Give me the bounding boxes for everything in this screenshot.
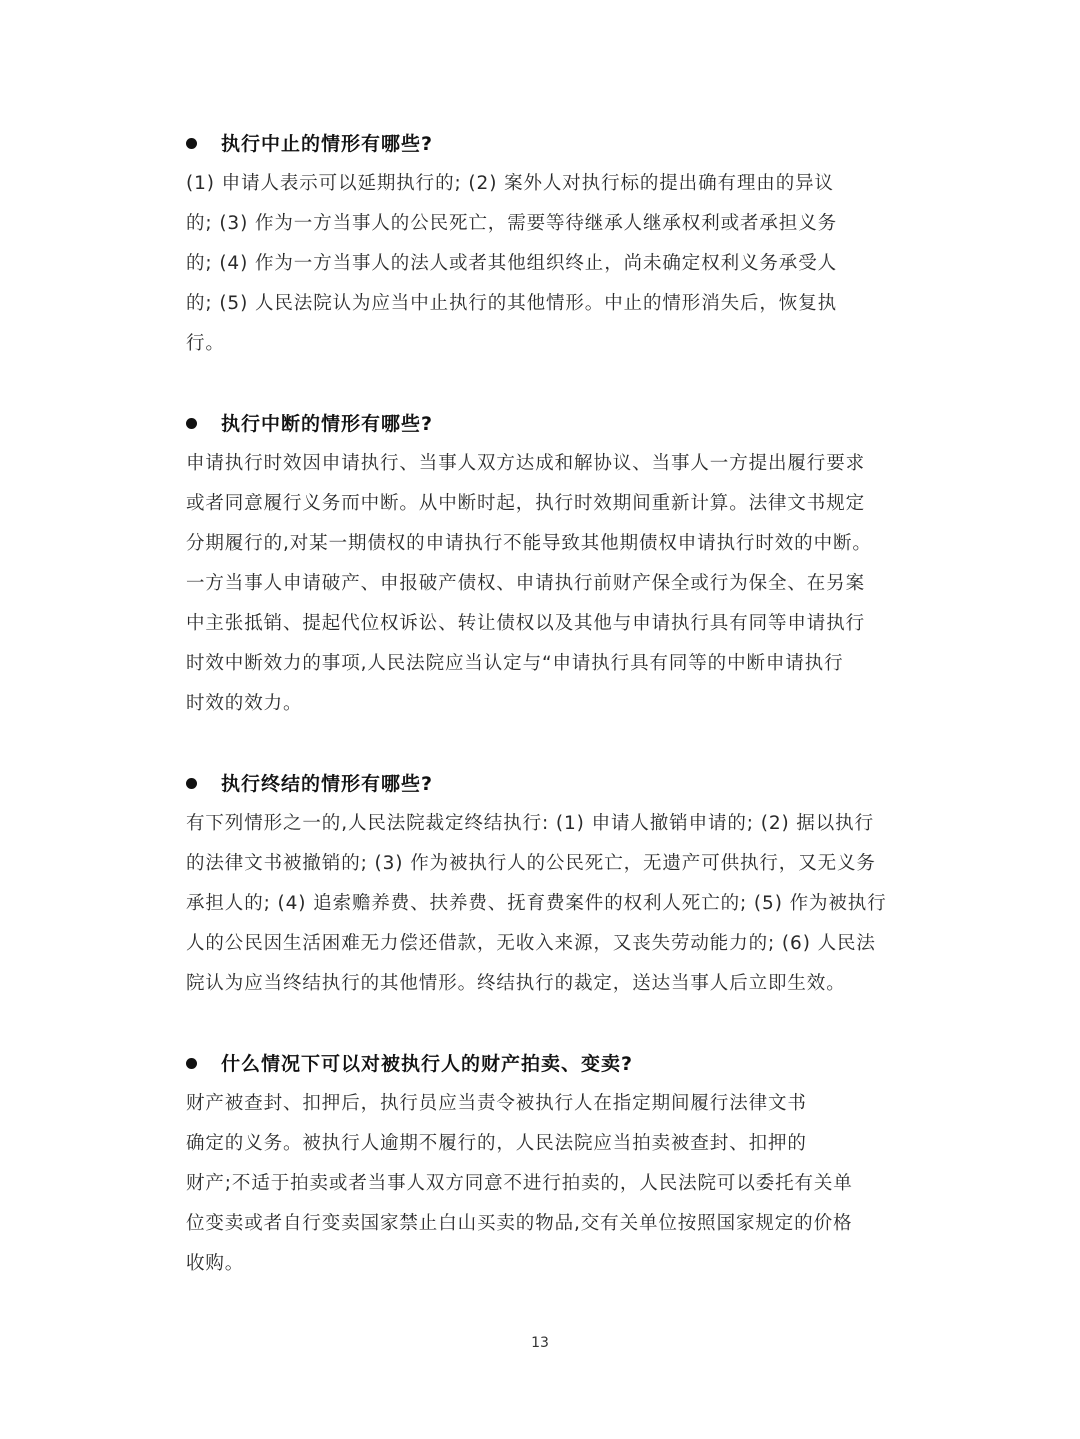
section-heading: 什么情况下可以对被执行人的财产拍卖、变卖? <box>186 1044 906 1084</box>
paragraph-line: 中主张抵销、提起代位权诉讼、转让债权以及其他与申请执行具有同等申请执行 <box>186 613 866 634</box>
paragraph-line: 分期履行的,对某一期债权的申请执行不能导致其他期债权申请执行时效的中断。 <box>186 533 872 554</box>
bullet-icon <box>186 138 197 149</box>
section-heading: 执行中断的情形有哪些? <box>186 404 906 444</box>
section-suspension <box>186 124 906 364</box>
paragraph-line: 承担人的; (4) 追索赡养费、扶养费、抚育费案件的权利人死亡的; (5) 作为被执行 <box>186 893 887 914</box>
section-heading: 执行终结的情形有哪些? <box>186 764 906 804</box>
bullet-icon <box>186 778 197 789</box>
section-heading: 执行中止的情形有哪些? <box>186 124 906 164</box>
paragraph-line: 时效中断效力的事项,人民法院应当认定与“申请执行具有同等的中断申请执行 <box>186 653 844 674</box>
paragraph-line: 的; (4) 作为一方当事人的法人或者其他组织终止，尚未确定权利义务承受人 <box>186 253 838 274</box>
paragraph-line: 行。 <box>186 333 225 354</box>
paragraph-line: 时效的效力。 <box>186 693 303 714</box>
section-interruption <box>186 404 906 724</box>
section-auction <box>186 1044 906 1284</box>
paragraph-line: 一方当事人申请破产、申报破产债权、申请执行前财产保全或行为保全、在另案 <box>186 573 866 594</box>
paragraph-line: 确定的义务。被执行人逾期不履行的，人民法院应当拍卖被查封、扣押的 <box>186 1133 807 1154</box>
bullet-icon <box>186 1058 197 1069</box>
section-termination <box>186 764 906 1004</box>
paragraph-line: 的; (5) 人民法院认为应当中止执行的其他情形。中止的情形消失后，恢复执 <box>186 293 838 314</box>
paragraph-line: 财产;不适于拍卖或者当事人双方同意不进行拍卖的，人民法院可以委托有关单 <box>186 1173 853 1194</box>
paragraph-line: 有下列情形之一的,人民法院裁定终结执行: (1) 申请人撤销申请的; (2) 据以执行 <box>186 813 874 834</box>
paragraph-line: 的; (3) 作为一方当事人的公民死亡，需要等待继承人继承权利或者承担义务 <box>186 213 838 234</box>
paragraph-line: 的法律文书被撤销的; (3) 作为被执行人的公民死亡，无遗产可供执行，又无义务 <box>186 853 876 874</box>
paragraph-line: 位变卖或者自行变卖国家禁止白山买卖的物品,交有关单位按照国家规定的价格 <box>186 1213 853 1234</box>
page-number: 13 <box>531 1335 549 1351</box>
bullet-icon <box>186 418 197 429</box>
paragraph-line: 财产被查封、扣押后，执行员应当责令被执行人在指定期间履行法律文书 <box>186 1093 807 1114</box>
paragraph-line: (1) 申请人表示可以延期执行的; (2) 案外人对执行标的提出确有理由的异议 <box>186 173 834 194</box>
paragraph-line: 人的公民因生活困难无力偿还借款，无收入来源，又丧失劳动能力的; (6) 人民法 <box>186 933 876 954</box>
paragraph-line: 收购。 <box>186 1253 245 1274</box>
paragraph-line: 或者同意履行义务而中断。从中断时起，执行时效期间重新计算。法律文书规定 <box>186 493 866 514</box>
paragraph-line: 院认为应当终结执行的其他情形。终结执行的裁定，送达当事人后立即生效。 <box>186 973 846 994</box>
paragraph-line: 申请执行时效因申请执行、当事人双方达成和解协议、当事人一方提出履行要求 <box>186 453 866 474</box>
